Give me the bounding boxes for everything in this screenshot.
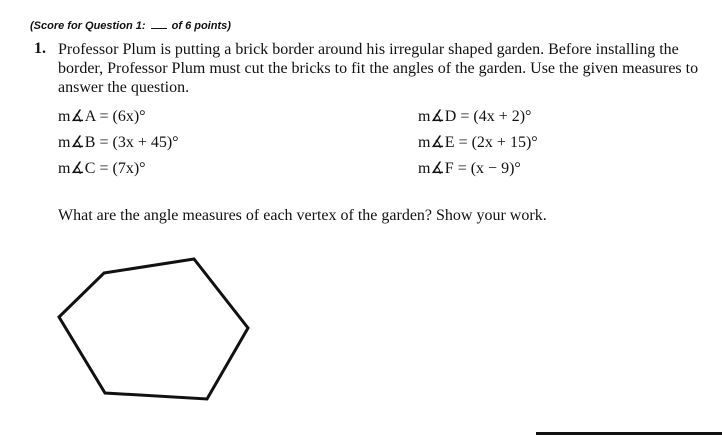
score-suffix: of 6 points) <box>168 20 231 32</box>
garden-hexagon <box>59 259 248 399</box>
score-prefix: (Score for Question 1: <box>30 20 149 32</box>
equation-angle-f: m∡F = (x − 9)° <box>418 160 521 177</box>
score-blank <box>151 19 167 29</box>
equation-angle-b: m∡B = (3x + 45)° <box>58 134 179 151</box>
score-label <box>30 19 231 32</box>
question-text: Professor Plum is putting a brick border around his irregular shaped garden. Before installing the border, Professor Plum must cut the bricks to fit the angles of the garden. Use the given measures to answer the question. <box>58 41 699 96</box>
equation-angle-c: m∡C = (7x)° <box>58 160 146 177</box>
equation-angle-e: m∡E = (2x + 15)° <box>418 134 538 151</box>
equation-angle-d: m∡D = (4x + 2)° <box>418 108 532 125</box>
question-number: 1. <box>34 40 46 57</box>
question-prompt: What are the angle measures of each vertex of the garden? Show your work. <box>58 207 547 224</box>
equation-angle-a: m∡A = (6x)° <box>58 108 146 125</box>
page-bottom-rule <box>536 432 722 435</box>
